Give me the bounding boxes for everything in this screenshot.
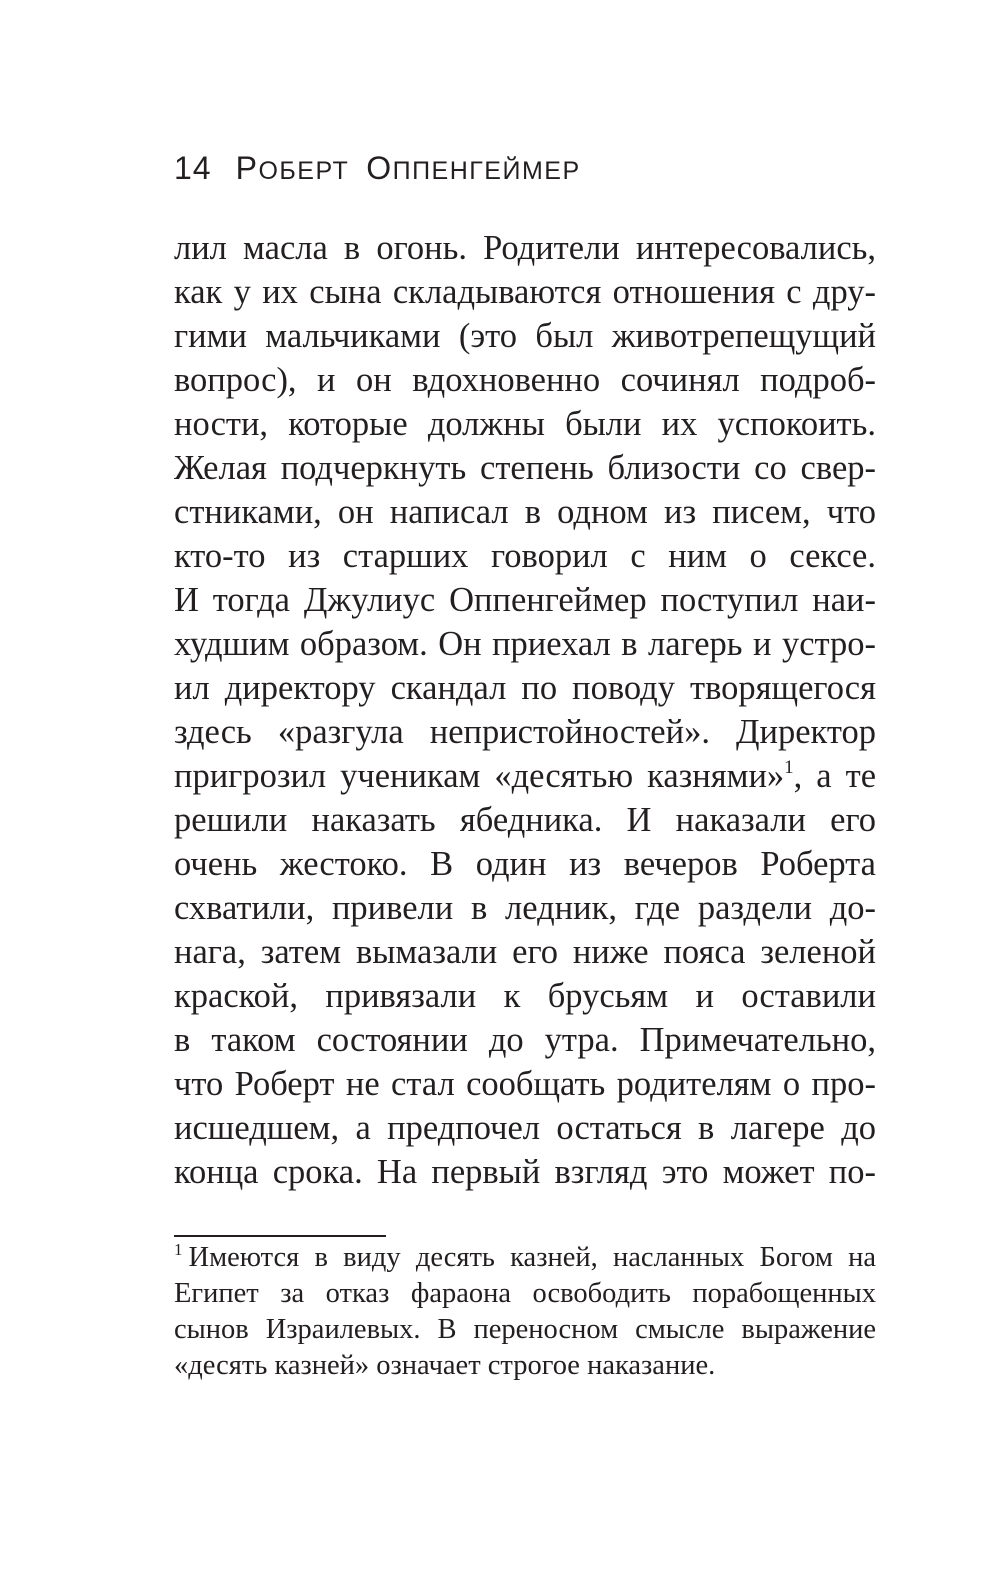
page-number: 14: [174, 150, 212, 186]
running-head: [174, 150, 581, 194]
title-rest-first: ОБЕРТ: [258, 157, 350, 185]
title-initial-first: Р: [235, 150, 259, 186]
text-line: что Роберт не стал сообщать родителям о про-: [174, 1065, 876, 1103]
text-line: нага, затем вымазали его ниже пояса зеленой: [174, 933, 876, 971]
text-line: исшедшем, а предпочел остаться в лагере до: [174, 1109, 876, 1147]
text-line-with-footnote: [174, 754, 876, 798]
text-line-part: пригрозил ученикам «десятью казнями»: [174, 757, 785, 795]
footnote-divider: [174, 1235, 386, 1237]
footnote-line: сынов Израилевых. В переносном смысле выражение: [174, 1314, 876, 1345]
text-line: гими мальчиками (это был животрепещущий: [174, 317, 876, 355]
footnote: [174, 1240, 876, 1384]
text-line: очень жестоко. В один из вечеров Роберта: [174, 845, 876, 883]
text-line: конца срока. На первый взгляд это может по-: [174, 1153, 876, 1191]
text-line: решили наказать ябедника. И наказали его: [174, 801, 876, 839]
text-line: вопрос), и он вдохновенно сочинял подроб-: [174, 361, 876, 399]
text-line: стниками, он написал в одном из писем, что: [174, 493, 876, 531]
text-line: худшим образом. Он приехал в лагерь и устро-: [174, 625, 876, 663]
text-line: ил директору скандал по поводу творящегося: [174, 669, 876, 707]
title-rest-second: ППЕНГЕЙМЕР: [392, 157, 581, 185]
text-line: И тогда Джулиус Оппенгеймер поступил наи-: [174, 581, 876, 619]
title-initial-second: О: [366, 150, 393, 186]
footnote-line: [174, 1240, 876, 1276]
footnote-text: Имеются в виду десять казней, насланных Богом на: [188, 1242, 876, 1273]
footnote-line: Египет за отказ фараона освободить порабощенных: [174, 1278, 876, 1309]
text-line: Желая подчеркнуть степень близости со свер-: [174, 449, 876, 487]
book-title: [236, 150, 581, 187]
text-line: ности, которые должны были их успокоить.: [174, 405, 876, 443]
text-line: схватили, привели в ледник, где раздели до-: [174, 889, 876, 927]
text-line-part: , а те: [793, 757, 876, 795]
text-line: здесь «разгула непристойностей». Директор: [174, 713, 876, 751]
footnote-reference[interactable]: 1: [784, 757, 794, 778]
footnote-marker: 1: [174, 1240, 183, 1259]
text-line: лил масла в огонь. Родители интересовались,: [174, 229, 876, 267]
body-text: [174, 226, 876, 1194]
footnote-line: «десять казней» означает строгое наказание.: [174, 1350, 716, 1381]
text-line: краской, привязали к брусьям и оставили: [174, 977, 876, 1015]
text-line: в таком состоянии до утра. Примечательно,: [174, 1021, 876, 1059]
text-line: как у их сына складываются отношения с дру-: [174, 273, 876, 311]
text-line: кто-то из старших говорил с ним о сексе.: [174, 537, 876, 575]
